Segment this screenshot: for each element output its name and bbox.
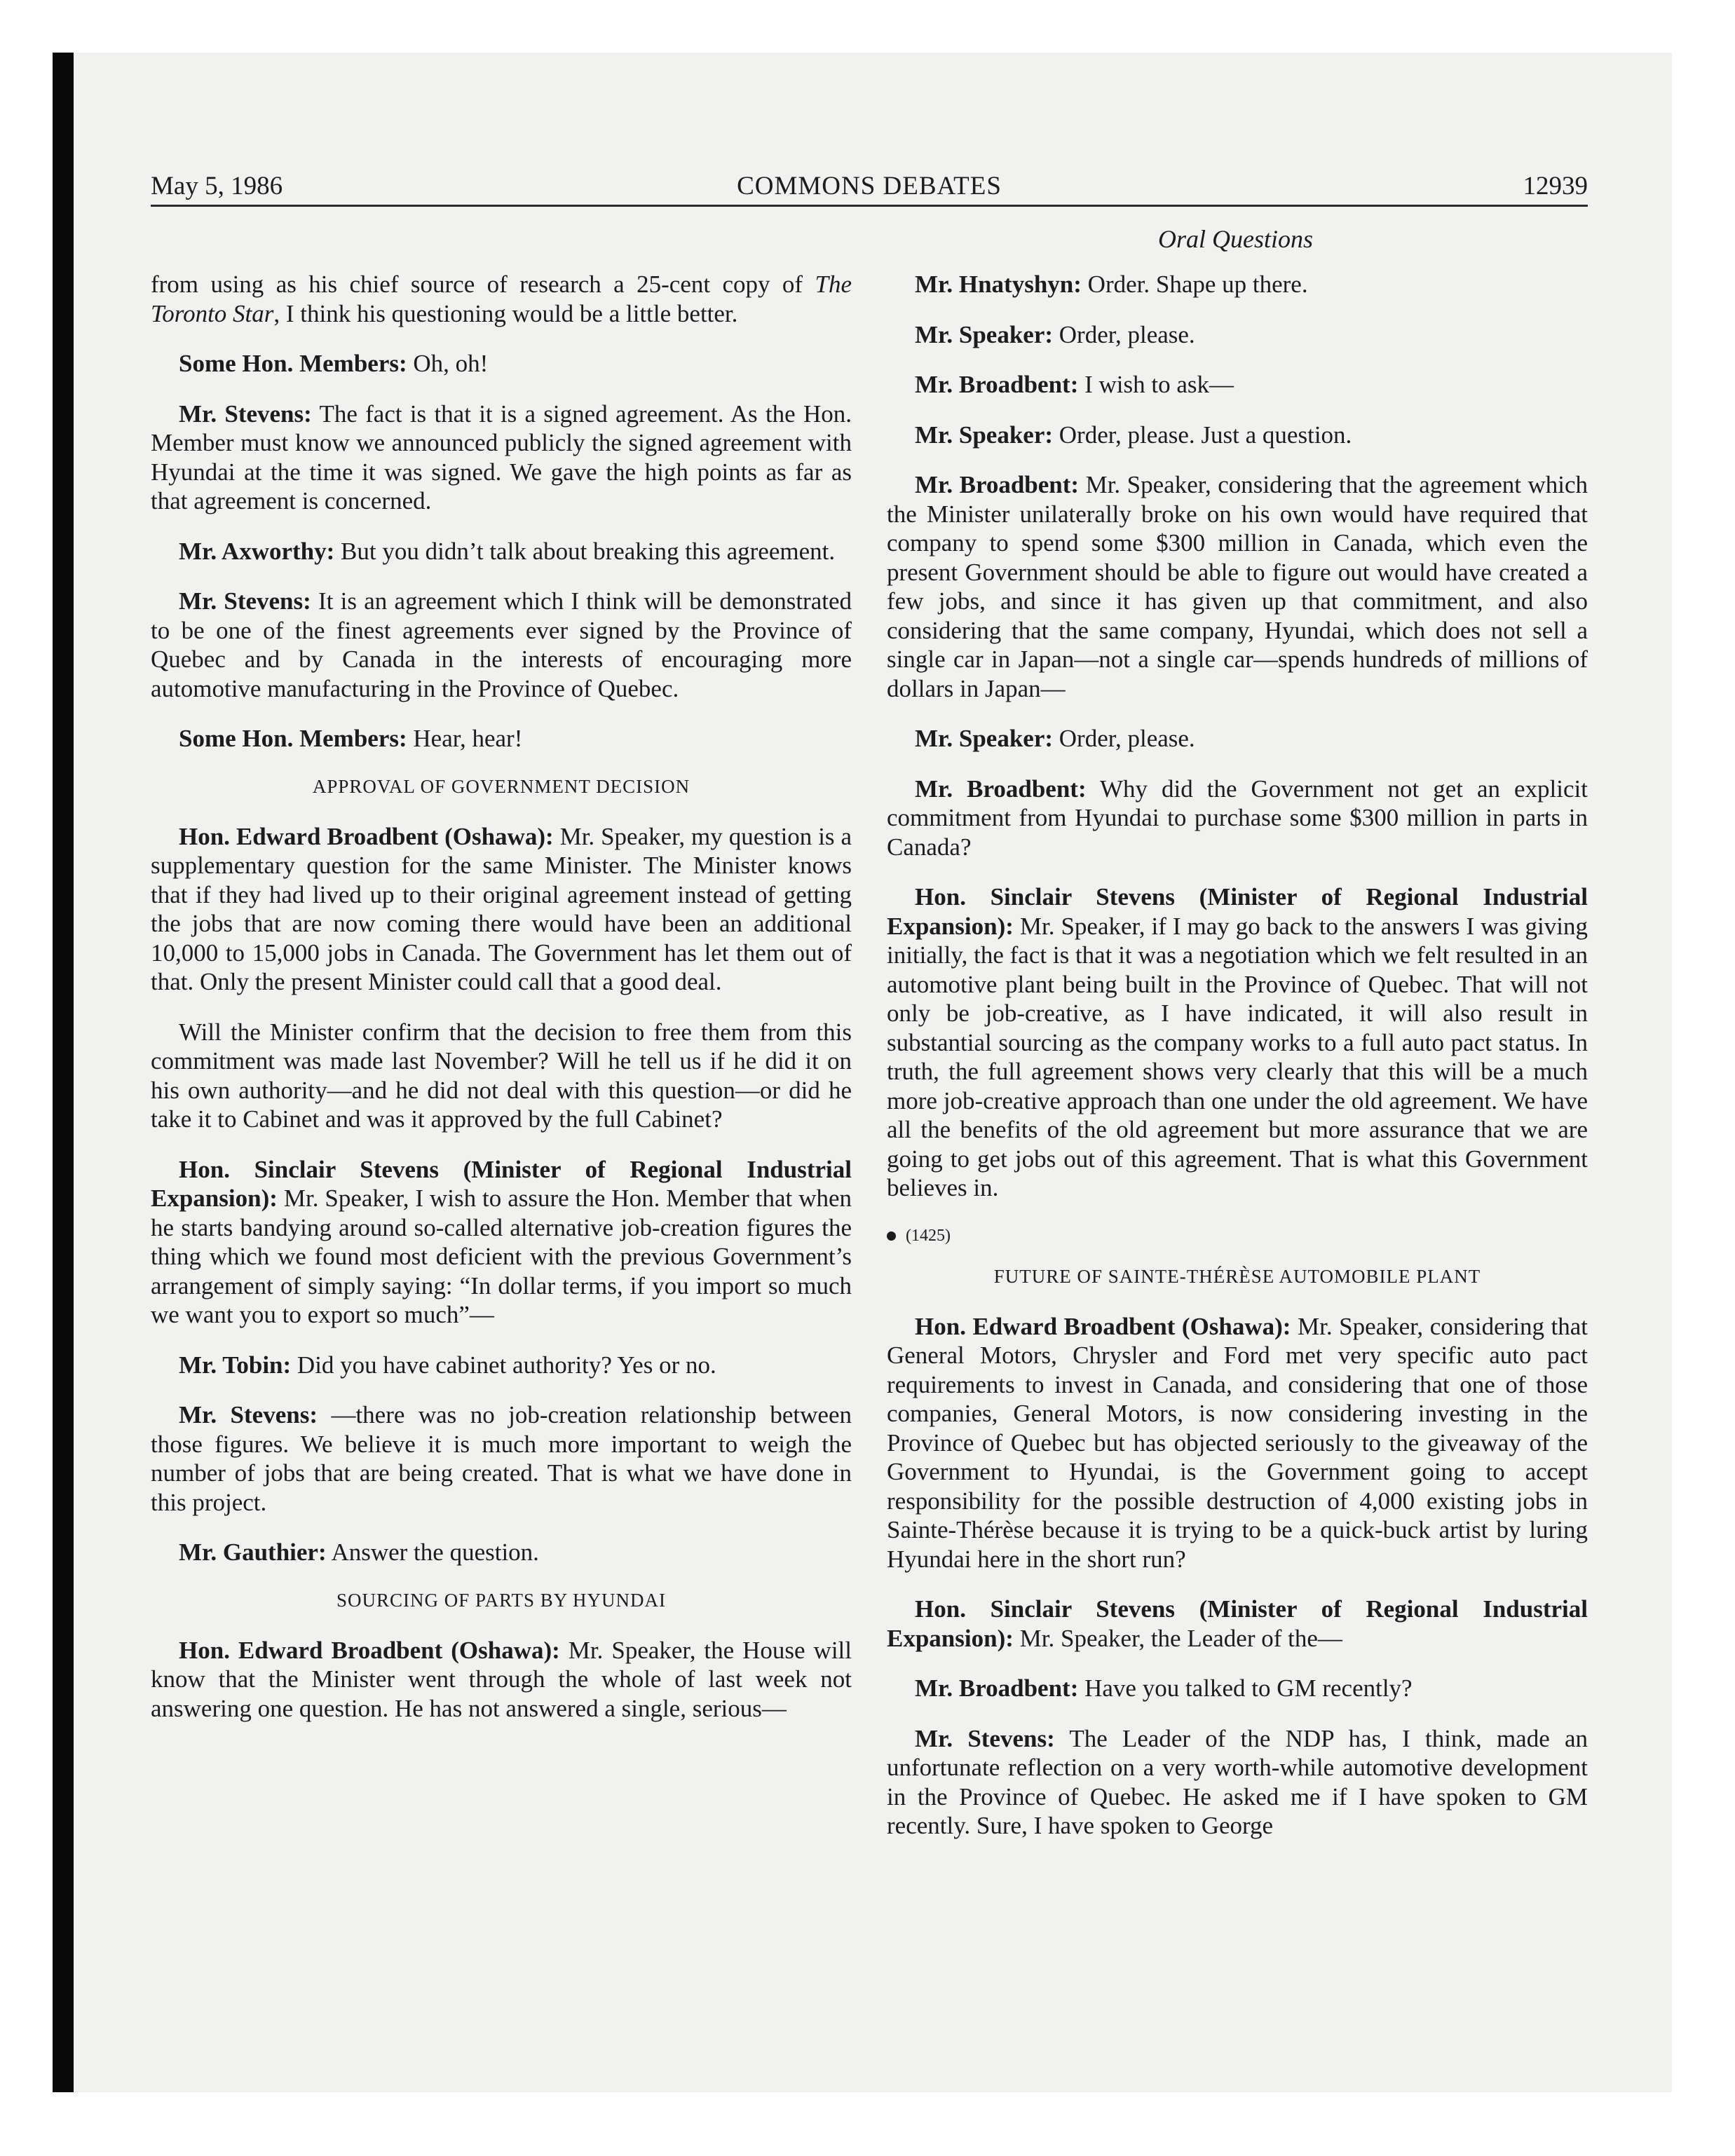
speech-text: I wish to ask— [1078,371,1234,398]
speech-text: The Leader of the NDP has, I think, made an unfortunate reflection on a very worth-while automotive development in the Province of Quebec. He asked me if I have spoken to GM recently. Sure, I have spoken to George [887,1724,1588,1839]
subject-heading: SOURCING OF PARTS BY HYUNDAI [336,1589,666,1611]
speech-text: Mr. Speaker, the Leader of the— [1013,1624,1342,1652]
paragraph-text: , I think his questioning would be a little better. [273,299,738,327]
speech-text: —there was no job-creation relationship between those figures. We believe it is much more important to weigh the number of jobs that are being created. That is what we have done in this project. [151,1401,852,1516]
running-header [151,168,1588,207]
header-publication: COMMONS DEBATES [737,172,1002,200]
speech-text: Mr. Speaker, the House will know that the Minister went through the whole of last week not answering one question. He has not answered a single, serious— [151,1636,852,1722]
paragraph [151,822,852,997]
paragraph [887,724,1588,753]
paragraph [151,1155,852,1330]
speaker-name: Mr. Axworthy: [179,537,335,565]
time-marker [887,1224,1588,1248]
speech-text: Mr. Speaker, if I may go back to the answers I was giving initially, the fact is that it was a negotiation which we felt resulted in an automotive plant being built in the Province of Quebec. That will not only be job-creative, as I have indicated, it will also result in substantial sourcing as the company works to a full auto pact status. In truth, the full agreement shows very clearly that this will be a much more job-creative approach than one under the old agreement. We have all the benefits of the old agreement but more assurance that we are going to get jobs out of this agreement. That is what this Government believes in. [887,912,1588,1201]
paragraph [887,775,1588,862]
speaker-name: Mr. Stevens: [179,1401,318,1428]
speaker-name: Hon. Sinclair Stevens (Minister of Regional Industrial Expansion): [887,1595,1588,1652]
speech-text: Why did the Government not get an explicit commitment from Hyundai to purchase some $300 million in parts in Canada? [887,775,1588,861]
speech-text: Mr. Speaker, I wish to assure the Hon. Member that when he starts bandying around so-called alternative job-creation figures the thing which we found most deficient with the previous Government’s arrangement of simply saying: “In dollar terms, if you import so much we want you to export so much”— [151,1185,852,1328]
speaker-name: Mr. Gauthier: [179,1538,327,1566]
speaker-name: Mr. Speaker: [915,725,1054,752]
speech-text: Order. Shape up there. [1081,271,1308,298]
paragraph [151,349,852,378]
speaker-name: Mr. Broadbent: [915,1674,1079,1702]
speech-text: Answer the question. [326,1538,539,1566]
speaker-name: Mr. Speaker: [915,421,1054,449]
left-column [151,270,852,1744]
speaker-name: Hon. Edward Broadbent (Oshawa): [179,1636,560,1664]
speech-text: Will the Minister confirm that the decision to free them from this commitment was made last November? Will he tell us if he did it on his own authority—and he did not deal with this question—or did he take it to Cabinet and was it approved by the full Cabinet? [151,1018,852,1133]
speech-text: It is an agreement which I think will be demonstrated to be one of the finest agreements ever signed by the Province of Quebec and by Canada in the interests of encouraging more automotive manufacturing in the Province of Quebec. [151,587,852,702]
time-stamp: (1425) [906,1226,951,1245]
speech-text: Hear, hear! [407,725,523,752]
paragraph [151,537,852,566]
speaker-name: Mr. Broadbent: [915,775,1087,803]
speech-text: Have you talked to GM recently? [1078,1674,1413,1702]
speaker-name: Hon. Edward Broadbent (Oshawa): [179,822,554,850]
paragraph [887,1312,1588,1574]
newspaper-title: The Toronto Star [151,271,852,327]
speaker-name: Hon. Sinclair Stevens (Minister of Regional Industrial Expansion): [151,1155,852,1212]
speech-text: But you didn’t talk about breaking this agreement. [334,537,836,565]
speaker-name: Mr. Broadbent: [915,471,1080,498]
right-column [887,270,1588,1862]
paragraph [887,421,1588,450]
paragraph [887,1724,1588,1841]
header-date: May 5, 1986 [151,172,283,200]
speech-text: Did you have cabinet authority? Yes or no. [291,1351,716,1379]
paragraph [151,1538,852,1567]
paragraph [151,270,852,328]
speaker-name: Mr. Broadbent: [915,371,1079,398]
speaker-name: Hon. Edward Broadbent (Oshawa): [915,1312,1291,1340]
subject-heading: APPROVAL OF GOVERNMENT DECISION [312,775,690,797]
subject-heading: FUTURE OF SAINTE-THÉRÈSE AUTOMOBILE PLANT [993,1265,1481,1287]
paragraph [887,320,1588,350]
paragraph-text: from using as his chief source of research a 25-cent copy of [151,271,815,298]
paragraph [887,1595,1588,1653]
paragraph [151,724,852,753]
paragraph [151,1018,852,1134]
bullet-dot-icon [887,1231,896,1241]
paragraph [887,882,1588,1203]
paragraph [887,270,1588,299]
paragraph [887,1674,1588,1703]
speaker-name: Mr. Stevens: [915,1724,1055,1752]
speaker-name: Mr. Tobin: [179,1351,292,1379]
speaker-name: Mr. Stevens: [179,587,311,615]
paragraph [887,470,1588,703]
speech-text: Mr. Speaker, considering that General Motors, Chrysler and Ford met very specific auto pact requirements to invest in Canada, and considering that one of those companies, General Motors, is now considering investing in the Province of Quebec but has objected seriously to the giveaway of the Government to Hyundai, is the Government going to accept responsibility for the possible destruction of 4,000 existing jobs in Sainte-Thérèse because it is trying to be a quick-buck artist by luring Hyundai here in the short run? [887,1312,1588,1573]
speech-text: Mr. Speaker, my question is a supplementary question for the same Minister. The Minister knows that if they had lived up to their original agreement instead of getting the jobs that are now coming there would have been an additional 10,000 to 15,000 jobs in Canada. The Government has let them out of that. Only the present Minister could call that a good deal. [151,822,852,995]
speaker-name: Mr. Speaker: [915,320,1054,348]
speech-text: Oh, oh! [407,350,489,377]
paragraph [151,1400,852,1517]
speech-text: Mr. Speaker, considering that the agreement which the Minister unilaterally broke on his own would have required that company to spend some $300 million in Canada, which even the present Government should be able to figure out would have created a few jobs, and since it has given up that commitment, and also considering that the same company, Hyundai, which does not sell a single car in Japan—not a single car—spends hundreds of millions of dollars in Japan— [887,471,1588,702]
speaker-name: Some Hon. Members: [179,725,407,752]
paragraph [151,587,852,703]
paragraph [151,1636,852,1724]
paragraph [151,400,852,516]
paragraph [151,1351,852,1380]
speech-text: Order, please. Just a question. [1053,421,1352,449]
speech-text: The fact is that it is a signed agreement. As the Hon. Member must know we announced publicly the signed agreement with Hyundai at the time it was signed. We gave the high points as far as that agreement is concerned. [151,400,852,514]
speaker-name: Some Hon. Members: [179,350,407,377]
speech-text: Order, please. [1053,725,1195,752]
paragraph [887,370,1588,400]
section-title: Oral Questions [1157,225,1313,253]
header-page-number: 12939 [1523,172,1588,200]
speaker-name: Mr. Hnatyshyn: [915,271,1082,298]
speaker-name: Mr. Stevens: [179,400,312,428]
speaker-name: Hon. Sinclair Stevens (Minister of Regional Industrial Expansion): [887,883,1588,940]
scan-edge-strip [53,53,74,2092]
speech-text: Order, please. [1053,320,1195,348]
